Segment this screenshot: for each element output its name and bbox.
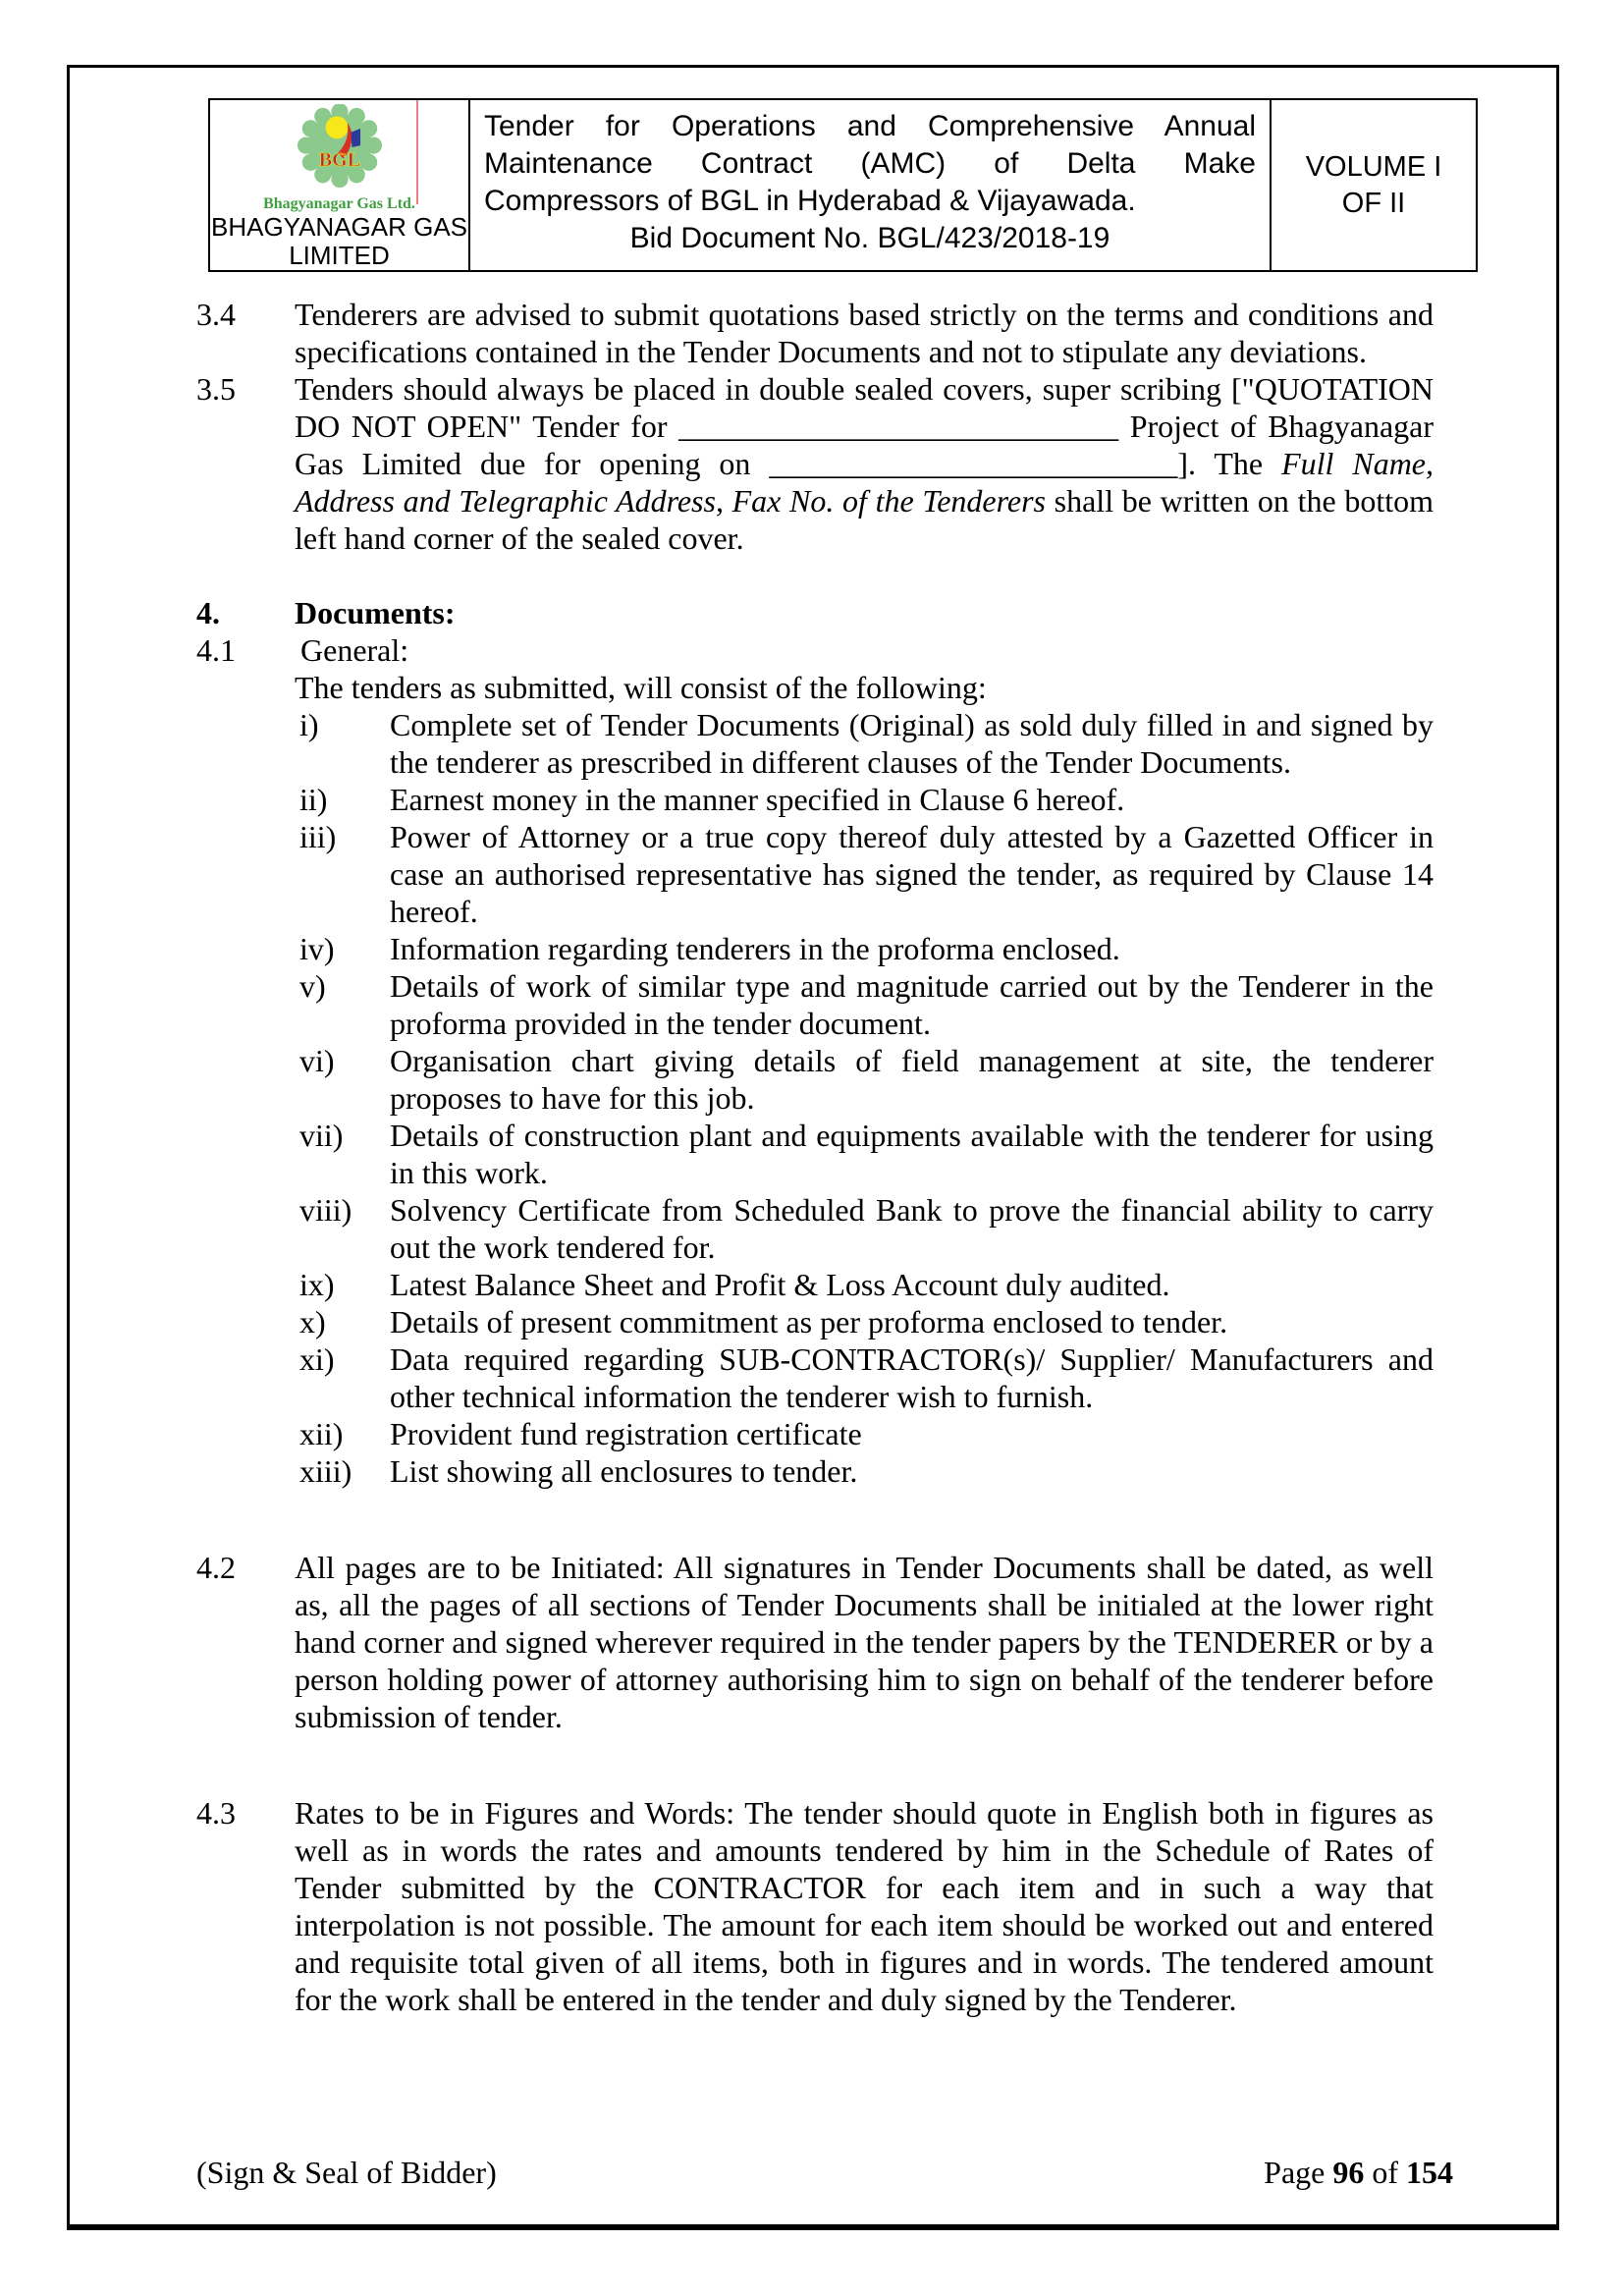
logo-cell	[210, 100, 470, 270]
title-line-2: Maintenance Contract (AMC) of Delta Make	[484, 147, 1256, 180]
spacer	[196, 1490, 1434, 1549]
list-item	[295, 818, 1434, 930]
list-item	[295, 1452, 1434, 1490]
title-line-1: Tender for Operations and Comprehensive Annual	[484, 110, 1256, 142]
list-item-number: ix)	[299, 1267, 335, 1302]
list-item	[295, 1117, 1434, 1191]
section-text-part: Project of Bhagyanagar Gas Limited due for opening on	[295, 409, 1434, 481]
section-number: 3.4	[196, 297, 236, 332]
list-item-number: xii)	[299, 1416, 344, 1451]
list-item-number: x)	[299, 1304, 326, 1339]
list-item-text: Details of construction plant and equipments available with the tenderer for using in this work.	[390, 1118, 1434, 1190]
page-total: 154	[1406, 2155, 1453, 2190]
section-heading: Documents:	[295, 595, 456, 630]
list-item-text: Solvency Certificate from Scheduled Bank to prove the financial ability to carry out the work tendered for.	[390, 1192, 1434, 1265]
section-text: Tenderers are advised to submit quotations based strictly on the terms and conditions and specifications contained in the Tender Documents and not to stipulate any deviations.	[295, 297, 1434, 369]
section-4-3	[196, 1794, 1434, 2018]
scan-artifact-redline	[416, 100, 418, 204]
list-item-number: v)	[299, 968, 326, 1004]
logo-badge-text: BGL	[318, 149, 360, 172]
list-item	[295, 1415, 1434, 1452]
of-label: of	[1372, 2155, 1398, 2190]
list-item-text: Data required regarding SUB-CONTRACTOR(s)/ Supplier/ Manufacturers and other technical information the tenderer wish to furnish.	[390, 1341, 1434, 1414]
page-number-indicator	[1264, 2155, 1453, 2191]
list-item-text: Information regarding tenderers in the proforma enclosed.	[390, 931, 1120, 966]
document-body	[67, 272, 1559, 2018]
list-item-number: viii)	[299, 1192, 352, 1228]
document-page	[67, 65, 1559, 2230]
section-text-part: Tenders should always be placed in double sealed covers, super scribing ["QUOTATION DO NOT OPEN" Tender for	[295, 371, 1434, 444]
section-4-1	[196, 631, 1434, 1490]
page-footer	[196, 2155, 1453, 2191]
blank-line: ____________________________	[678, 409, 1119, 444]
sun-icon	[325, 116, 348, 138]
title-line-4: Bid Document No. BGL/423/2018-19	[629, 222, 1110, 254]
list-item-text: Organisation chart giving details of field management at site, the tenderer proposes to have for this job.	[390, 1043, 1434, 1116]
header-table	[208, 98, 1478, 272]
list-item-text: Complete set of Tender Documents (Original) as sold duly filled in and signed by the tenderer as prescribed in different clauses of the Tender Documents.	[390, 707, 1434, 780]
volume-line-1: VOLUME I	[1305, 150, 1442, 183]
section-number: 4.1	[196, 632, 236, 668]
sign-seal-label: (Sign & Seal of Bidder)	[196, 2155, 497, 2190]
list-item-number: iv)	[299, 931, 335, 966]
spacer	[196, 557, 1434, 594]
list-item	[295, 967, 1434, 1042]
volume-line-2: OF II	[1341, 187, 1406, 219]
company-name-line2: LIMITED	[289, 241, 390, 270]
section-intro: The tenders as submitted, will consist of the following:	[295, 670, 987, 705]
list-item-text: Provident fund registration certificate	[390, 1416, 862, 1451]
section-4-heading	[196, 594, 1434, 631]
list-item	[295, 1042, 1434, 1117]
logo-caption: Bhagyanagar Gas Ltd.	[263, 195, 415, 212]
list-item	[295, 1303, 1434, 1340]
title-line-3: Compressors of BGL in Hyderabad & Vijayawada.	[484, 185, 1136, 217]
list-item-number: vii)	[299, 1118, 344, 1153]
section-number: 4.	[196, 595, 220, 630]
section-number: 3.5	[196, 371, 236, 407]
section-text: Rates to be in Figures and Words: The tender should quote in English both in figures as well as in words the rates and amounts tendered by him in the Schedule of Rates of Tender submitted by the CONTRACTOR for each item and in such a way that interpolation is not possible. The amount for each item should be worked out and entered and requisite total given of all items, both in figures and in words. The tendered amount for the work shall be entered in the tender and duly signed by the Tenderer.	[295, 1795, 1434, 2017]
list-item	[295, 1266, 1434, 1303]
spacer	[196, 1735, 1434, 1794]
section-3-5	[196, 370, 1434, 557]
list-item	[295, 1340, 1434, 1415]
list-item-number: ii)	[299, 782, 328, 817]
section-subheading: General:	[300, 632, 409, 668]
list-item-number: vi)	[299, 1043, 335, 1078]
list-item-number: xi)	[299, 1341, 335, 1377]
section-number: 4.3	[196, 1795, 236, 1831]
list-item	[295, 706, 1434, 781]
blank-line: __________________________	[769, 446, 1178, 481]
section-3-4	[196, 296, 1434, 370]
section-text-part: ]. The	[1177, 446, 1282, 481]
bgl-logo-icon	[293, 104, 387, 191]
volume-cell	[1272, 100, 1476, 270]
list-item-text: Details of present commitment as per proforma enclosed to tender.	[390, 1304, 1228, 1339]
list-item	[295, 1191, 1434, 1266]
list-item-text: Latest Balance Sheet and Profit & Loss Account duly audited.	[390, 1267, 1170, 1302]
list-item-number: i)	[299, 707, 319, 742]
list-item-number: iii)	[299, 819, 337, 854]
section-text-part: shall be written on the bottom left hand corner of the sealed cover.	[295, 483, 1435, 556]
list-item-text: Earnest money in the manner specified in Clause 6 hereof.	[390, 782, 1125, 817]
list-item-text: Power of Attorney or a true copy thereof duly attested by a Gazetted Officer in case an authorised representative has signed the tender, as required by Clause 14 hereof.	[390, 819, 1434, 929]
list-item	[295, 781, 1434, 818]
section-number: 4.2	[196, 1550, 236, 1585]
company-name-line1: BHAGYANAGAR GAS	[210, 212, 468, 242]
list-item	[295, 930, 1434, 967]
document-title-cell	[470, 100, 1272, 270]
page-current: 96	[1332, 2155, 1365, 2190]
section-text: All pages are to be Initiated: All signatures in Tender Documents shall be dated, as well as, all the pages of all sections of Tender Documents shall be initialed at the lower right hand corner and signed wherever required in the tender papers by the TENDERER or by a person holding power of attorney authorising him to sign on behalf of the tenderer before submission of tender.	[295, 1550, 1434, 1734]
list-item-text: Details of work of similar type and magnitude carried out by the Tenderer in the proforma provided in the tender document.	[390, 968, 1434, 1041]
page-label: Page	[1264, 2155, 1326, 2190]
list-item-number: xiii)	[299, 1453, 352, 1489]
section-text-italic: Full Name, Address and Telegraphic Address, Fax No. of the Tenderers	[295, 446, 1435, 519]
document-list	[295, 706, 1434, 1490]
list-item-text: List showing all enclosures to tender.	[390, 1453, 858, 1489]
section-text	[295, 370, 1434, 557]
section-4-2	[196, 1549, 1434, 1735]
